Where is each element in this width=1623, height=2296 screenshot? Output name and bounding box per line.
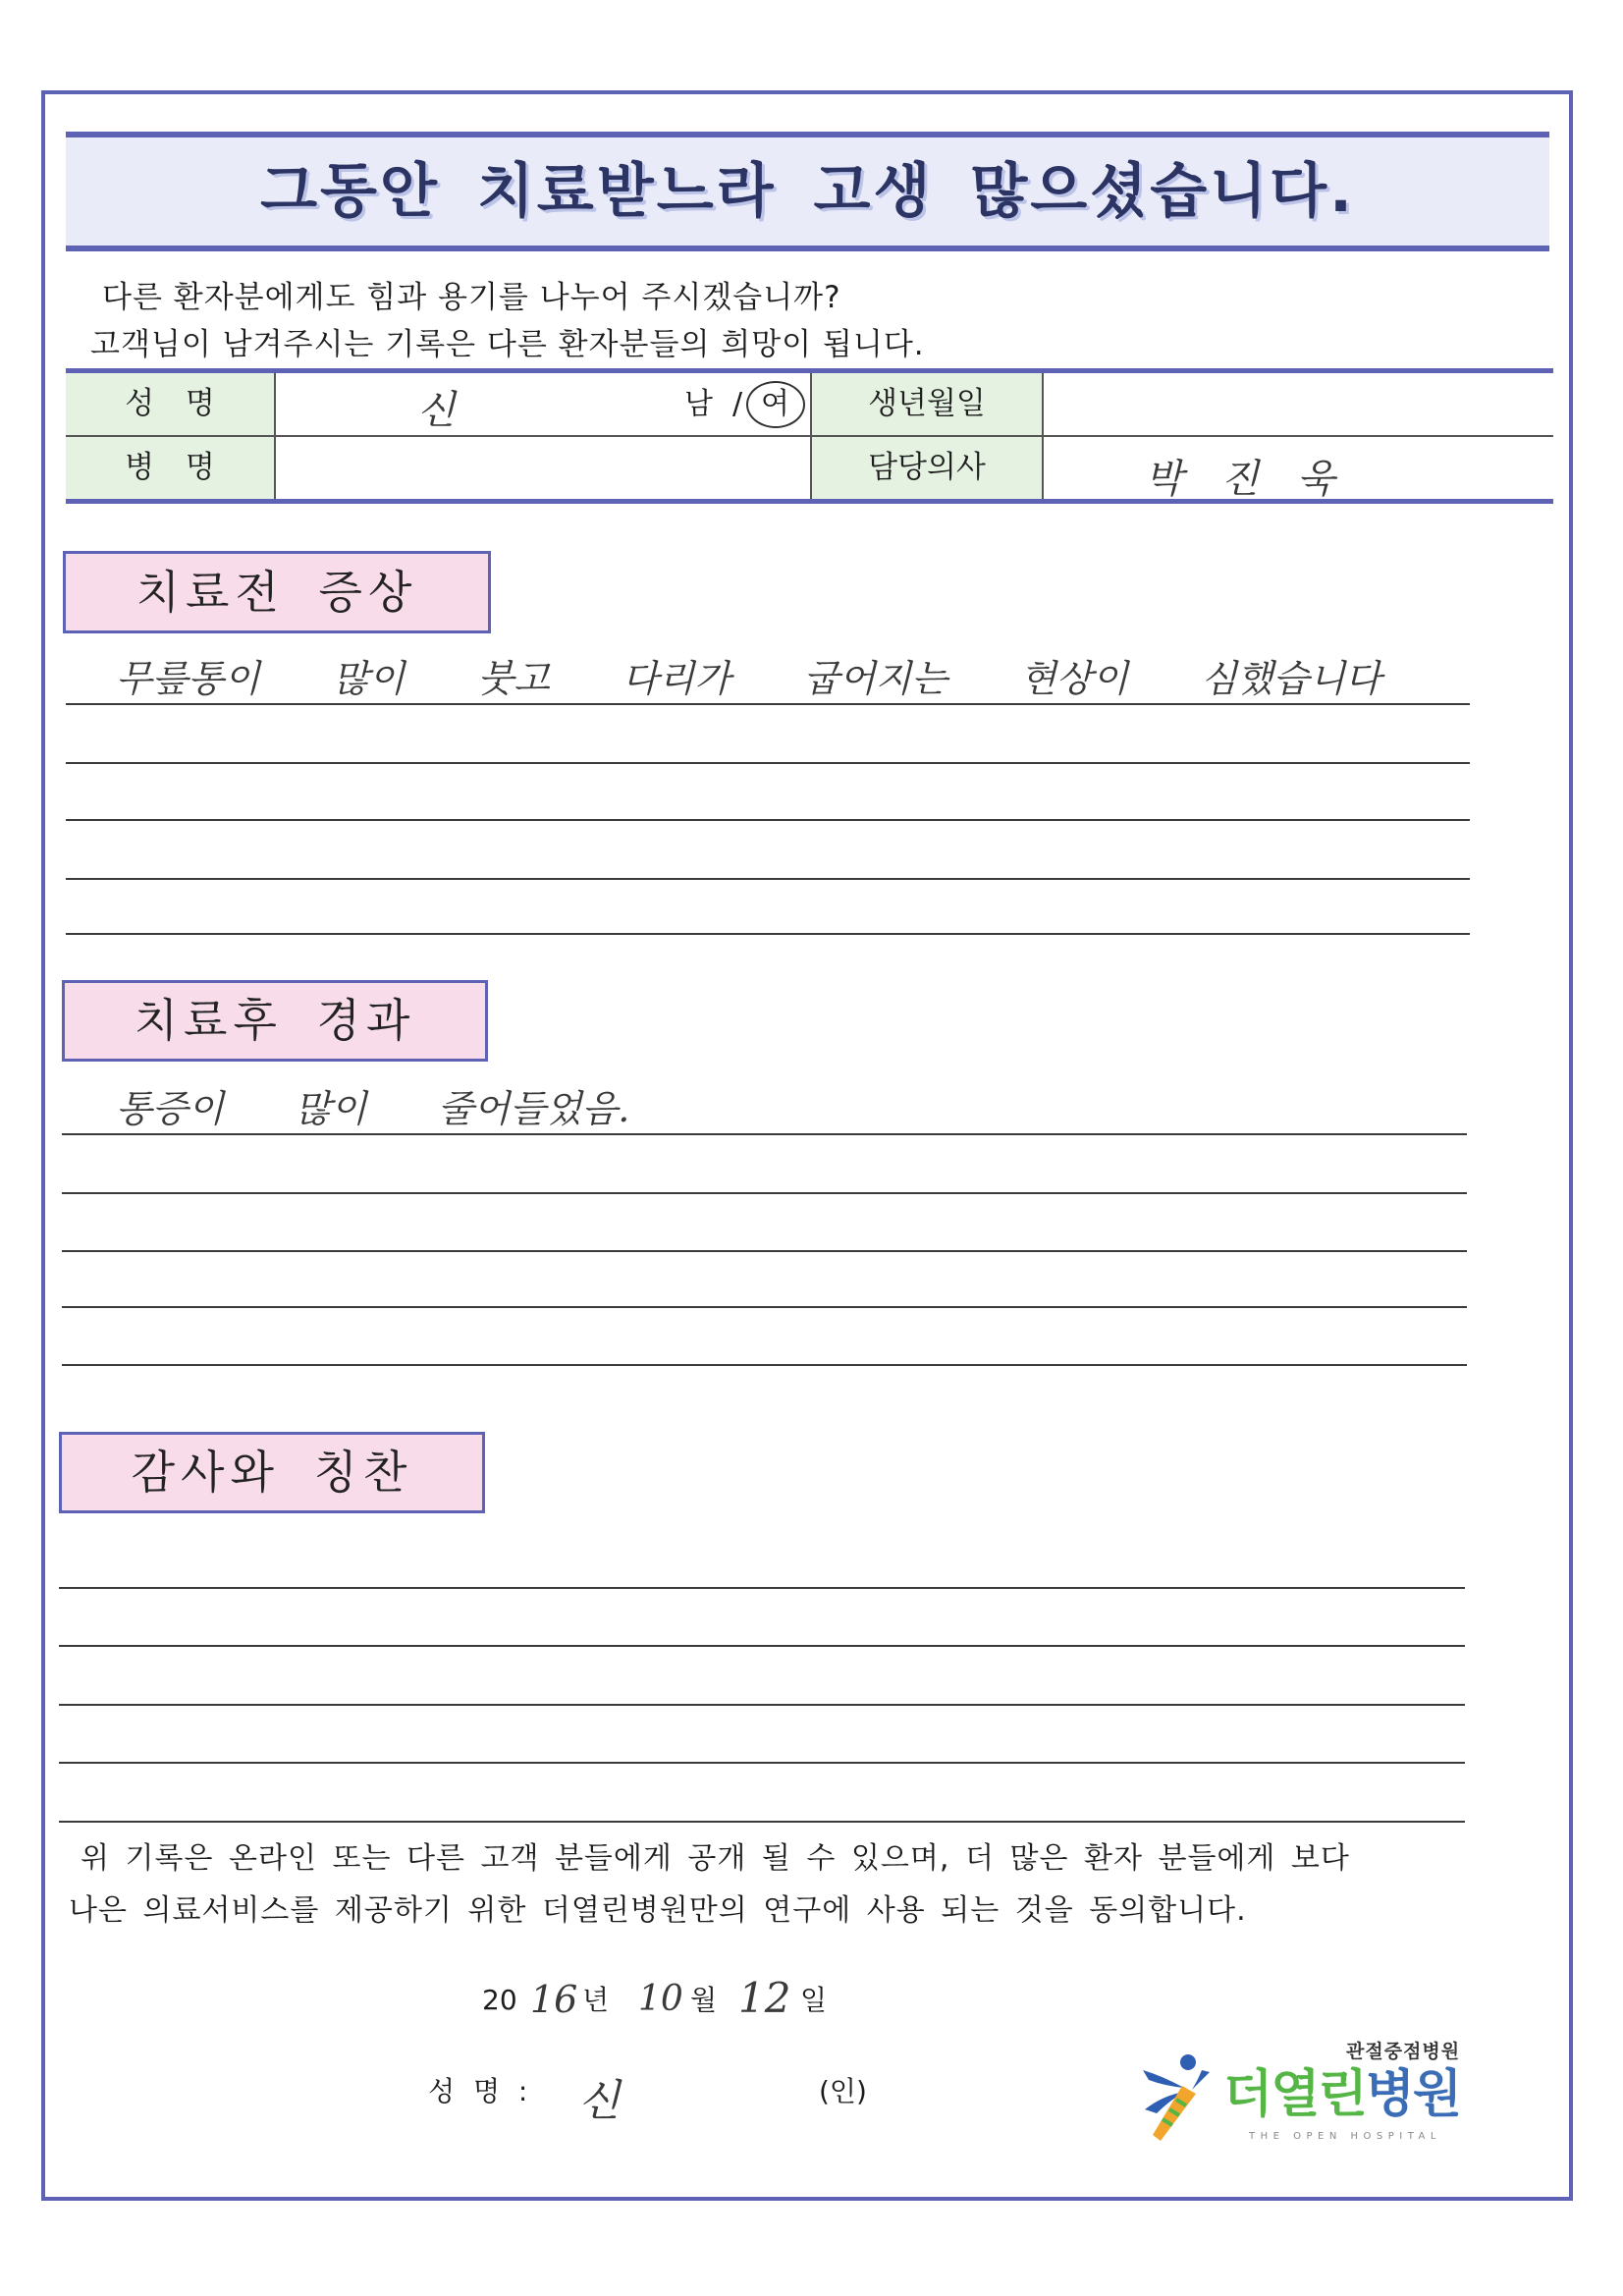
table-column-divider xyxy=(1042,373,1044,499)
section-after-heading: 치료후 경과 xyxy=(62,980,488,1062)
logo-tagline-top: 관절중점병원 xyxy=(1346,2041,1461,2062)
date-day: 12 xyxy=(738,1974,791,2022)
ruled-line xyxy=(59,1587,1465,1589)
gender-selected-circle xyxy=(746,381,805,428)
date-year-suffix: 16 xyxy=(530,1978,578,2021)
logo-name-green: 더열린 xyxy=(1223,2065,1366,2124)
gender-female-option: 여 xyxy=(761,387,789,421)
ruled-line xyxy=(62,1133,1467,1135)
logo-name xyxy=(1223,2060,1460,2129)
section-thanks-heading: 감사와 칭찬 xyxy=(59,1432,485,1513)
birth-date-label: 생년월일 xyxy=(868,386,986,421)
ruled-line xyxy=(66,819,1470,821)
doctor-name-value: 박 진 욱 xyxy=(1145,457,1335,502)
patient-name-value: 신 xyxy=(417,388,456,433)
date-month: 10 xyxy=(638,1979,683,2019)
intro-line-2: 고객님이 남겨주시는 기록은 다른 환자분들의 희망이 됩니다. xyxy=(90,327,925,362)
ruled-line xyxy=(59,1821,1465,1823)
ruled-line xyxy=(62,1364,1467,1366)
date-year-unit: 년 xyxy=(582,1984,610,2016)
ruled-line xyxy=(62,1306,1467,1308)
logo-tagline-en: THE OPEN HOSPITAL xyxy=(1249,2131,1441,2142)
section-before-entry: 무릎통이 많이 붓고 다리가 굽어지는 현상이 심했습니다 xyxy=(116,657,1381,700)
consent-line-2: 나은 의료서비스를 제공하기 위한 더열린병원만의 연구에 사용 되는 것을 동의합니다. xyxy=(69,1893,1247,1928)
intro-line-1: 다른 환자분에게도 힘과 용기를 나누어 주시겠습니까? xyxy=(102,280,841,315)
ruled-line xyxy=(66,703,1470,705)
date-month-unit: 월 xyxy=(690,1984,718,2016)
ruled-line xyxy=(66,878,1470,880)
ruled-line xyxy=(59,1645,1465,1647)
table-column-divider xyxy=(274,373,276,499)
disease-label: 병 명 xyxy=(125,450,215,485)
signature-seal-mark: (인) xyxy=(819,2075,867,2107)
ruled-line xyxy=(66,762,1470,764)
gender-male-option: 남 xyxy=(684,387,713,421)
section-before-heading: 치료전 증상 xyxy=(63,551,491,633)
ruled-line xyxy=(62,1192,1467,1194)
ruled-line xyxy=(62,1250,1467,1252)
page-title: 그동안 치료받느라 고생 많으셨습니다. xyxy=(260,157,1355,226)
logo-name-blue: 병원 xyxy=(1365,2065,1461,2124)
dragonfly-logo-icon xyxy=(1137,2050,1216,2145)
signature-name: 신 xyxy=(578,2076,621,2126)
date-day-unit: 일 xyxy=(800,1984,828,2016)
name-label: 성 명 xyxy=(125,386,215,421)
section-after-entry: 통증이 많이 줄어들었음. xyxy=(116,1087,630,1130)
consent-line-1: 위 기록은 온라인 또는 다른 고객 분들에게 공개 될 수 있으며, 더 많은 환자 분들에게 보다 xyxy=(81,1841,1350,1876)
doctor-label: 담당의사 xyxy=(868,450,986,485)
ruled-line xyxy=(66,933,1470,935)
signature-label: 성 명 : xyxy=(428,2075,528,2107)
gender-separator: / xyxy=(732,387,743,421)
date-year-prefix: 20 xyxy=(482,1984,517,2016)
ruled-line xyxy=(59,1762,1465,1764)
ruled-line xyxy=(59,1704,1465,1706)
